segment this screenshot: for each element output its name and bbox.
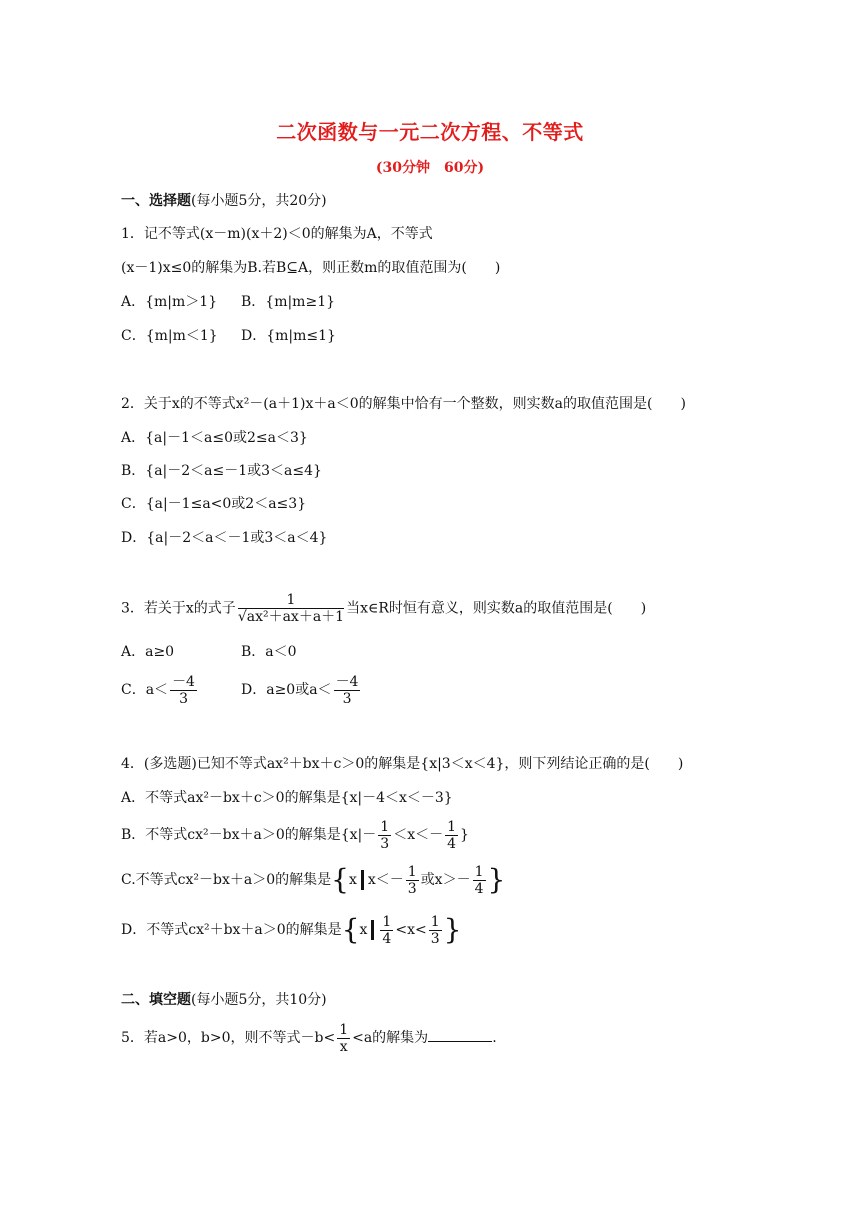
q3-option-c-denominator: 3: [179, 690, 188, 707]
q3-options-row1: [121, 642, 297, 662]
q4-option-b: [121, 818, 469, 852]
q4-option-b-mid: ＜x＜－: [393, 827, 444, 843]
page-title: 二次函数与一元二次方程、不等式: [276, 120, 584, 144]
section-title: 一、选择题: [121, 193, 191, 209]
q4-option-d-den2: 3: [430, 930, 440, 947]
right-brace-symbol: }: [487, 863, 506, 896]
right-brace-symbol: }: [443, 913, 462, 946]
q4-option-c-num1: 1: [407, 863, 417, 880]
q3-stem: [121, 592, 646, 625]
q3-option-d-fraction: [334, 674, 361, 707]
q4-option-b-post: }: [460, 827, 469, 843]
q4-stem: 4．(多选题)已知不等式ax²＋bx＋c＞0的解集是{x|3＜x＜4}，则下列结论正确的是( ): [121, 756, 684, 772]
q5-fraction-denominator: x: [339, 1038, 348, 1055]
q3-fraction-denominator: √ax²＋ax＋a＋1: [237, 609, 345, 625]
q3-option-a: A．a≥0: [121, 644, 175, 660]
q4-option-c-part1: x＜－: [367, 872, 404, 888]
q3-options-row2: [121, 672, 362, 708]
q2-option-c: C．{a|－1≤a<0或2＜a≤3}: [121, 496, 307, 512]
q4-option-d-fraction1: [380, 914, 393, 947]
q4-option-c-den2: 4: [474, 880, 484, 897]
answer-blank[interactable]: [428, 1027, 492, 1042]
q3-option-b: B．a＜0: [241, 644, 297, 660]
q2-stem: 2．关于x的不等式x²－(a＋1)x＋a＜0的解集中恰有一个整数，则实数a的取值范围是( ): [121, 396, 686, 412]
q2-option-b: B．{a|－2＜a≤－1或3＜a≤4}: [121, 463, 322, 479]
q5-fraction: [337, 1022, 350, 1055]
q3-option-c-numerator: －4: [172, 673, 195, 690]
q3-fraction: [238, 592, 344, 625]
q4-option-c: [121, 860, 505, 900]
q3-option-d-text: D．a≥0或a＜: [241, 682, 332, 698]
q4-option-b-den1: 3: [380, 835, 390, 852]
q4-option-b-den2: 4: [447, 835, 457, 852]
q4-option-d-num2: 1: [430, 913, 440, 930]
q5-fraction-numerator: 1: [339, 1021, 349, 1038]
section-heading-choice: [121, 191, 327, 211]
q3-stem-post: 当x∈R时恒有意义，则实数a的取值范围是( ): [346, 600, 647, 617]
q1-options-row2: [121, 326, 336, 346]
section-note: (每小题5分，共10分): [191, 992, 327, 1008]
q4-option-c-var: x: [348, 872, 357, 888]
q4-option-c-fraction1: [406, 864, 419, 897]
q4-option-b-fraction1: [378, 819, 391, 852]
q1-stem-line2: (x－1)x≤0的解集为B.若B⊆A，则正数m的取值范围为( ): [121, 260, 501, 276]
q4-option-b-fraction2: [445, 819, 458, 852]
q3-stem-pre: 3．若关于x的式子: [121, 600, 236, 617]
q1-option-d: D．{m|m≤1}: [241, 328, 336, 344]
q5-stem-end: .: [492, 1030, 497, 1046]
q4-option-c-num2: 1: [474, 863, 484, 880]
q4-option-c-part2: 或x＞－: [420, 872, 471, 888]
q3-option-c-text: C．a＜: [121, 682, 169, 698]
q1-option-a: A．{m|m＞1}: [121, 294, 218, 310]
q4-option-c-pre: C.不等式cx²－bx＋a＞0的解集是: [121, 872, 332, 888]
q2-option-a: A．{a|－1＜a≤0或2≤a＜3}: [121, 430, 308, 446]
q4-option-d: [121, 910, 461, 950]
q1-option-c: C．{m|m＜1}: [121, 328, 218, 344]
q4-option-a: A．不等式ax²－bx＋c＞0的解集是{x|－4＜x＜－3}: [121, 790, 453, 806]
q4-option-d-var: x: [359, 922, 368, 938]
q4-option-d-num1: 1: [382, 913, 392, 930]
set-bar-symbol: [361, 870, 364, 890]
q4-option-b-pre: B．不等式cx²－bx＋a＞0的解集是{x|－: [121, 827, 377, 843]
q2-option-d: D．{a|－2＜a＜－1或3＜a＜4}: [121, 530, 328, 546]
section-title: 二、填空题: [121, 992, 191, 1008]
page-subtitle: (30分钟 60分): [375, 160, 485, 176]
q5-stem: [121, 1020, 497, 1056]
q5-stem-pre: 5．若a>0，b>0，则不等式－b<: [121, 1030, 336, 1046]
q1-options-row1: [121, 292, 335, 312]
section-heading-fill: [121, 990, 327, 1010]
section-note: (每小题5分，共20分): [191, 193, 327, 209]
left-brace-symbol: {: [341, 913, 360, 946]
q4-option-c-fraction2: [473, 864, 486, 897]
q3-option-d-numerator: －4: [335, 673, 359, 690]
q3-option-d-denominator: 3: [342, 690, 352, 707]
set-bar-symbol: [371, 920, 374, 940]
q3-option-c: [121, 672, 241, 708]
q4-option-d-mid: <x<: [395, 922, 427, 938]
q1-option-b: B．{m|m≥1}: [241, 294, 336, 310]
q5-stem-post: <a的解集为: [352, 1030, 429, 1046]
q1-stem-line1: 1．记不等式(x－m)(x＋2)＜0的解集为A，不等式: [121, 226, 433, 242]
q4-option-b-num1: 1: [380, 818, 390, 835]
q4-option-d-pre: D．不等式cx²＋bx＋a＞0的解集是: [121, 922, 342, 938]
left-brace-symbol: {: [331, 863, 349, 896]
q3-option-c-fraction: [170, 674, 197, 707]
q4-option-b-num2: 1: [447, 818, 457, 835]
q3-fraction-numerator: 1: [238, 592, 344, 609]
q4-option-d-fraction2: [429, 914, 442, 947]
q4-option-d-den1: 4: [382, 930, 392, 947]
q4-option-c-den1: 3: [407, 880, 417, 897]
q3-option-d: [241, 672, 362, 708]
